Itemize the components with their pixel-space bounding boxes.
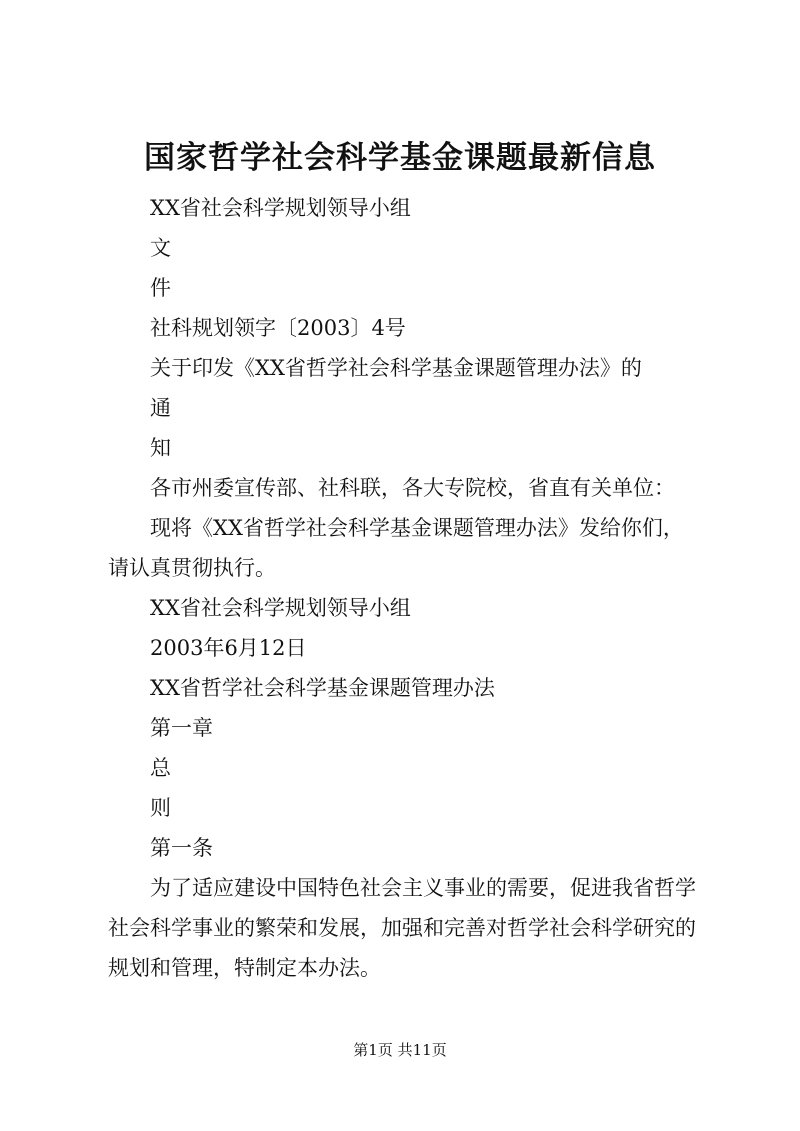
issuer-line: XX省社会科学规划领导小组 bbox=[150, 196, 411, 220]
chapter-name-char-2: 则 bbox=[150, 796, 171, 820]
notice-heading: 关于印发《XX省哲学社会科学基金课题管理办法》的 bbox=[150, 356, 642, 380]
notice-char-2: 知 bbox=[150, 436, 171, 460]
article-text-line-1: 为了适应建设中国特色社会主义事业的需要，促进我省哲学 bbox=[150, 876, 696, 900]
doc-type-char-2: 件 bbox=[150, 276, 171, 300]
notice-char-1: 通 bbox=[150, 396, 171, 420]
chapter-heading: 第一章 bbox=[150, 716, 213, 740]
signature-issuer: XX省社会科学规划领导小组 bbox=[150, 596, 411, 620]
body-paragraph-1-cont: 请认真贯彻执行。 bbox=[108, 556, 276, 580]
signature-date: 2003年6月12日 bbox=[150, 636, 307, 660]
body-paragraph-1: 现将《XX省哲学社会科学基金课题管理办法》发给你们， bbox=[150, 516, 684, 540]
article-heading: 第一条 bbox=[150, 836, 213, 860]
article-text-line-2: 社会科学事业的繁荣和发展，加强和完善对哲学社会科学研究的 bbox=[108, 916, 696, 940]
regulation-title: XX省哲学社会科学基金课题管理办法 bbox=[150, 676, 495, 700]
doc-type-char-1: 文 bbox=[150, 236, 171, 260]
document-number: 社科规划领字〔2003〕4号 bbox=[150, 316, 406, 340]
document-title: 国家哲学社会科学基金课题最新信息 bbox=[144, 140, 656, 176]
article-text-line-3: 规划和管理，特制定本办法。 bbox=[108, 956, 381, 980]
page-footer: 第1页 共11页 bbox=[353, 1041, 447, 1059]
recipients-line: 各市州委宣传部、社科联，各大专院校，省直有关单位： bbox=[150, 476, 675, 500]
chapter-name-char-1: 总 bbox=[150, 756, 171, 780]
